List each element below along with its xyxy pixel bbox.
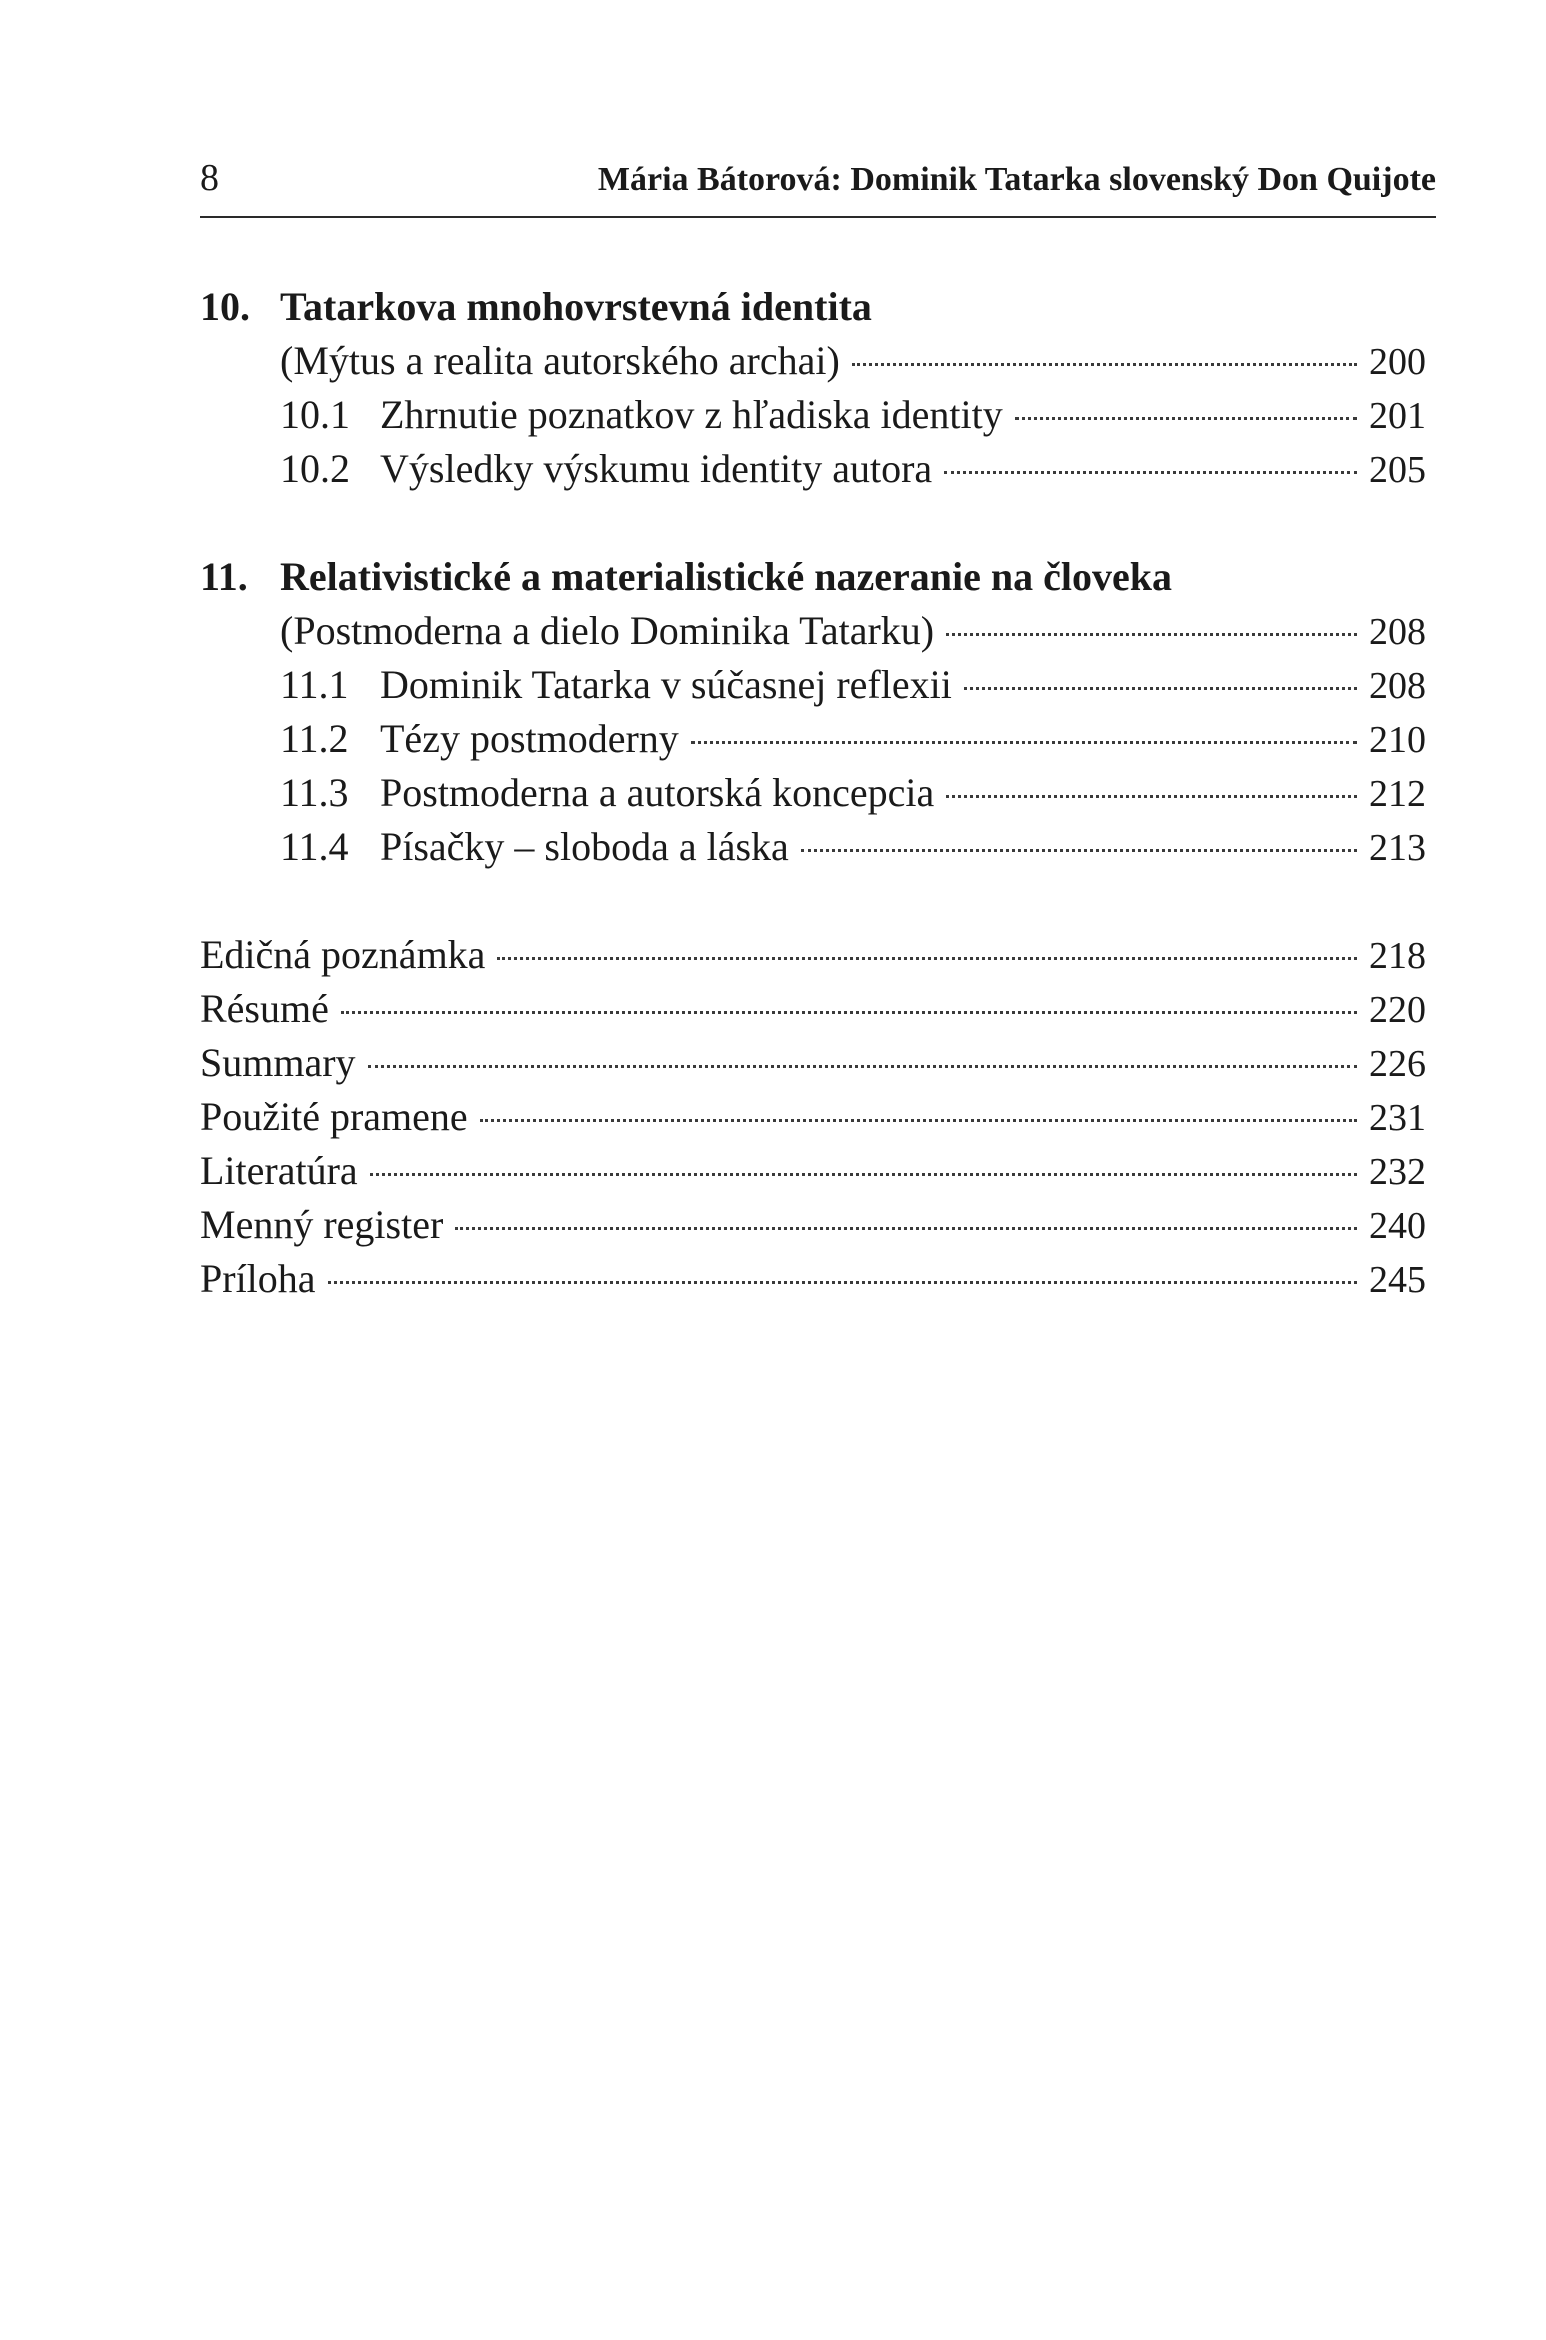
toc-entry-page: 212	[1369, 773, 1426, 815]
dot-leader	[944, 471, 1357, 474]
dot-leader	[691, 741, 1357, 744]
section-title: Dominik Tatarka v súčasnej reflexii	[380, 662, 952, 707]
toc-entry-backmatter	[200, 928, 1426, 982]
toc-backmatter	[200, 928, 1426, 1306]
toc-entry-backmatter	[200, 1036, 1426, 1090]
toc-entry-backmatter	[200, 1198, 1426, 1252]
toc-entry-backmatter	[200, 1090, 1426, 1144]
toc-entry-label: Summary	[200, 1040, 356, 1085]
dot-leader	[497, 957, 1357, 960]
toc-entry-label	[280, 442, 932, 496]
chapter-heading	[200, 550, 1426, 604]
dot-leader	[1015, 417, 1357, 420]
section-number: 10.1	[280, 392, 350, 437]
toc-entry-section	[280, 712, 1426, 766]
section-title: Písačky – sloboda a láska	[380, 824, 789, 869]
section-title: Postmoderna a autorská koncepcia	[380, 770, 935, 815]
section-number: 11.1	[280, 662, 349, 707]
toc-entry-page: 213	[1369, 827, 1426, 869]
toc-entry-backmatter	[200, 1144, 1426, 1198]
dot-leader	[328, 1281, 1357, 1284]
chapter-number: 11.	[200, 554, 248, 599]
chapter-heading	[200, 280, 1426, 334]
toc-entry-label: Menný register	[200, 1202, 444, 1247]
toc-entry-label: Použité pramene	[200, 1094, 468, 1139]
dot-leader	[946, 795, 1357, 798]
section-title: Zhrnutie poznatkov z hľadiska identity	[380, 392, 1003, 437]
dot-leader	[341, 1011, 1357, 1014]
toc-entry-label: (Mýtus a realita autorského archai)	[280, 338, 840, 383]
section-number: 11.2	[280, 716, 349, 761]
toc-entry-label: Príloha	[200, 1256, 316, 1301]
toc-entry-page: 201	[1369, 395, 1426, 437]
toc-entry-label	[280, 820, 789, 874]
toc-entry-page: 226	[1369, 1043, 1426, 1085]
toc-chapter-11	[200, 550, 1426, 874]
toc-chapter-10	[200, 280, 1426, 496]
book-title: Mária Bátorová: Dominik Tatarka slovenský Don Quijote	[597, 161, 1436, 198]
section-number: 11.4	[280, 824, 349, 869]
toc-entry-label: (Postmoderna a dielo Dominika Tatarku)	[280, 608, 935, 653]
toc-entry-subtitle	[280, 334, 1426, 388]
section-number: 11.3	[280, 770, 349, 815]
toc-entry-backmatter	[200, 1252, 1426, 1306]
toc-entry-section	[280, 766, 1426, 820]
toc-entry-backmatter	[200, 982, 1426, 1036]
dot-leader	[946, 633, 1357, 636]
dot-leader	[480, 1119, 1357, 1122]
section-number: 10.2	[280, 446, 350, 491]
dot-leader	[801, 849, 1357, 852]
toc-entry-label: Literatúra	[200, 1148, 358, 1193]
section-title: Výsledky výskumu identity autora	[380, 446, 933, 491]
toc-entry-page: 200	[1369, 341, 1426, 383]
dot-leader	[852, 363, 1357, 366]
toc-entry-page: 231	[1369, 1097, 1426, 1139]
toc-entry-section	[280, 820, 1426, 874]
toc-entry-page: 208	[1369, 611, 1426, 653]
section-title: Tézy postmoderny	[380, 716, 679, 761]
dot-leader	[370, 1173, 1357, 1176]
toc-entry-label	[280, 766, 934, 820]
toc-entry-page: 240	[1369, 1205, 1426, 1247]
dot-leader	[455, 1227, 1357, 1230]
toc-entry-page: 245	[1369, 1259, 1426, 1301]
toc-entry-label: Résumé	[200, 986, 329, 1031]
chapter-title: Relativistické a materialistické nazeranie na človeka	[280, 554, 1173, 599]
toc-entry-label	[280, 388, 1003, 442]
toc-entry-section	[280, 658, 1426, 712]
running-head	[200, 156, 1436, 218]
toc-entry-page: 218	[1369, 935, 1426, 977]
dot-leader	[964, 687, 1357, 690]
toc-entry-page: 232	[1369, 1151, 1426, 1193]
toc-entry-subtitle	[280, 604, 1426, 658]
toc-entry-label	[280, 712, 679, 766]
toc-entry-label	[280, 658, 952, 712]
toc-entry-page: 205	[1369, 449, 1426, 491]
chapter-title: Tatarkova mnohovrstevná identita	[280, 284, 872, 329]
chapter-number: 10.	[200, 284, 250, 329]
toc-entry-page: 220	[1369, 989, 1426, 1031]
dot-leader	[368, 1065, 1357, 1068]
toc-entry-section	[280, 442, 1426, 496]
toc-entry-label: Edičná poznámka	[200, 932, 486, 977]
toc-entry-page: 208	[1369, 665, 1426, 707]
page-number: 8	[200, 157, 219, 199]
toc-entry-section	[280, 388, 1426, 442]
toc-entry-page: 210	[1369, 719, 1426, 761]
